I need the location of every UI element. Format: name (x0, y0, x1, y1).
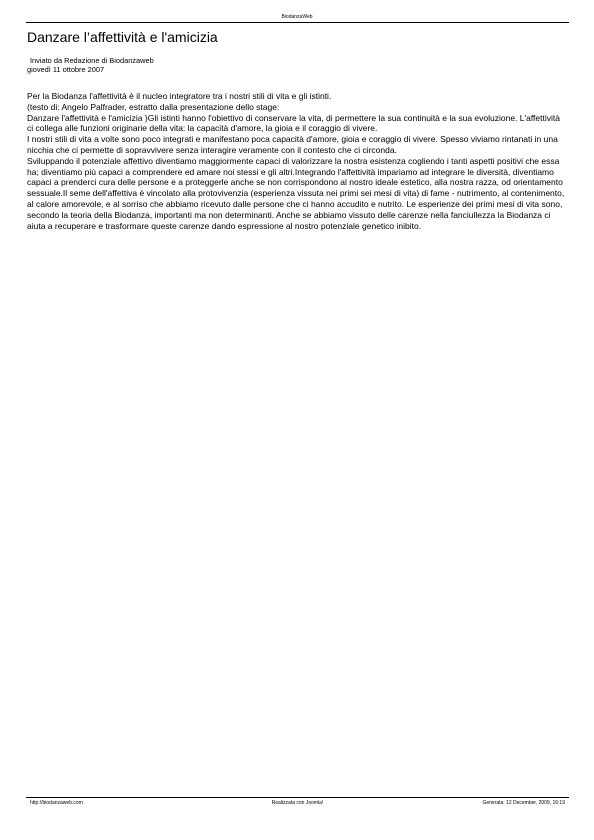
body-paragraph-lifestyles: I nostri stili di vita a volte sono poco integrati e manifestano poca capacità d'amore, gioia e coraggio di vivere. Spesso viviamo rintanati in una nicchia che ci permette di sopravvivere senza interagire veramente con il contesto che ci circonda. (27, 134, 558, 155)
body-paragraph-potential: Sviluppando il potenziale affettivo diventiamo maggiormente capaci di valorizzare la nostra esistenza cogliendo i tanti aspetti positivi che essa ha; diventiamo più capaci a comprendere ed amare noi stessi e gli altri.Integrando l'affettività impariamo ad integrare le diversità, diventiamo capaci a prenderci cura delle persone e a proteggerle anche se non corrispondono al nostro ideale estetico, alla nostra razza, od orientamento sessuale.Il seme dell'affettiva è vincolato alla protovivenzia (esperienza vissuta nei primi sei mesi di vita) di fame - nutrimento, al contenimento, al calore amorevole, e al sorriso che abbiamo ricevuto dalle persone che ci hanno accudito e nutrito. Le esperienze dei primi mesi di vita sono, secondo la teoria della Biodanza, importanti ma non determinanti. Anche se abbiamo vissuto delle carenze nella fanciullezza la Biodanza ci aiuta a recuperare e trasformare queste carenze dando espressione al nostro potenziale genetico inibito. (27, 155, 565, 231)
body-paragraph-source: (testo di: Angelo Palfrader, estratto dalla presentazione dello stage: (27, 101, 280, 112)
header-divider (26, 22, 569, 23)
article-body (27, 91, 567, 231)
footer-site-url[interactable]: http://biodanzaweb.com (30, 800, 83, 806)
footer-generated-date: Generata: 12 December, 2009, 16:19 (482, 800, 565, 806)
footer-divider (26, 797, 569, 798)
page-header: BiodanzaWeb (281, 14, 313, 20)
page-footer (30, 800, 565, 808)
footer-made-with: Realizzata con Joomla! (271, 800, 324, 806)
body-paragraph-instincts: Danzare l'affettività e l'amicizia )Gli istinti hanno l'obiettivo di conservare la vita, di permettere la sua continuità e la sua evoluzione. L'affettività ci collega alle funzioni originarie della vita: la capacità d'amore, la gioia e il coraggio di vivere. (27, 112, 560, 134)
article-title: Danzare l’affettività e l'amicizia (27, 29, 218, 45)
article-byline (27, 56, 154, 74)
article-date: giovedì 11 ottobre 2007 (27, 65, 105, 74)
article-author: Inviato da Redazione di Biodanzaweb (30, 56, 154, 65)
body-paragraph-intro: Per la Biodanza l'affettività è il nucleo integratore tra i nostri stili di vita e gli istinti. (27, 91, 332, 101)
